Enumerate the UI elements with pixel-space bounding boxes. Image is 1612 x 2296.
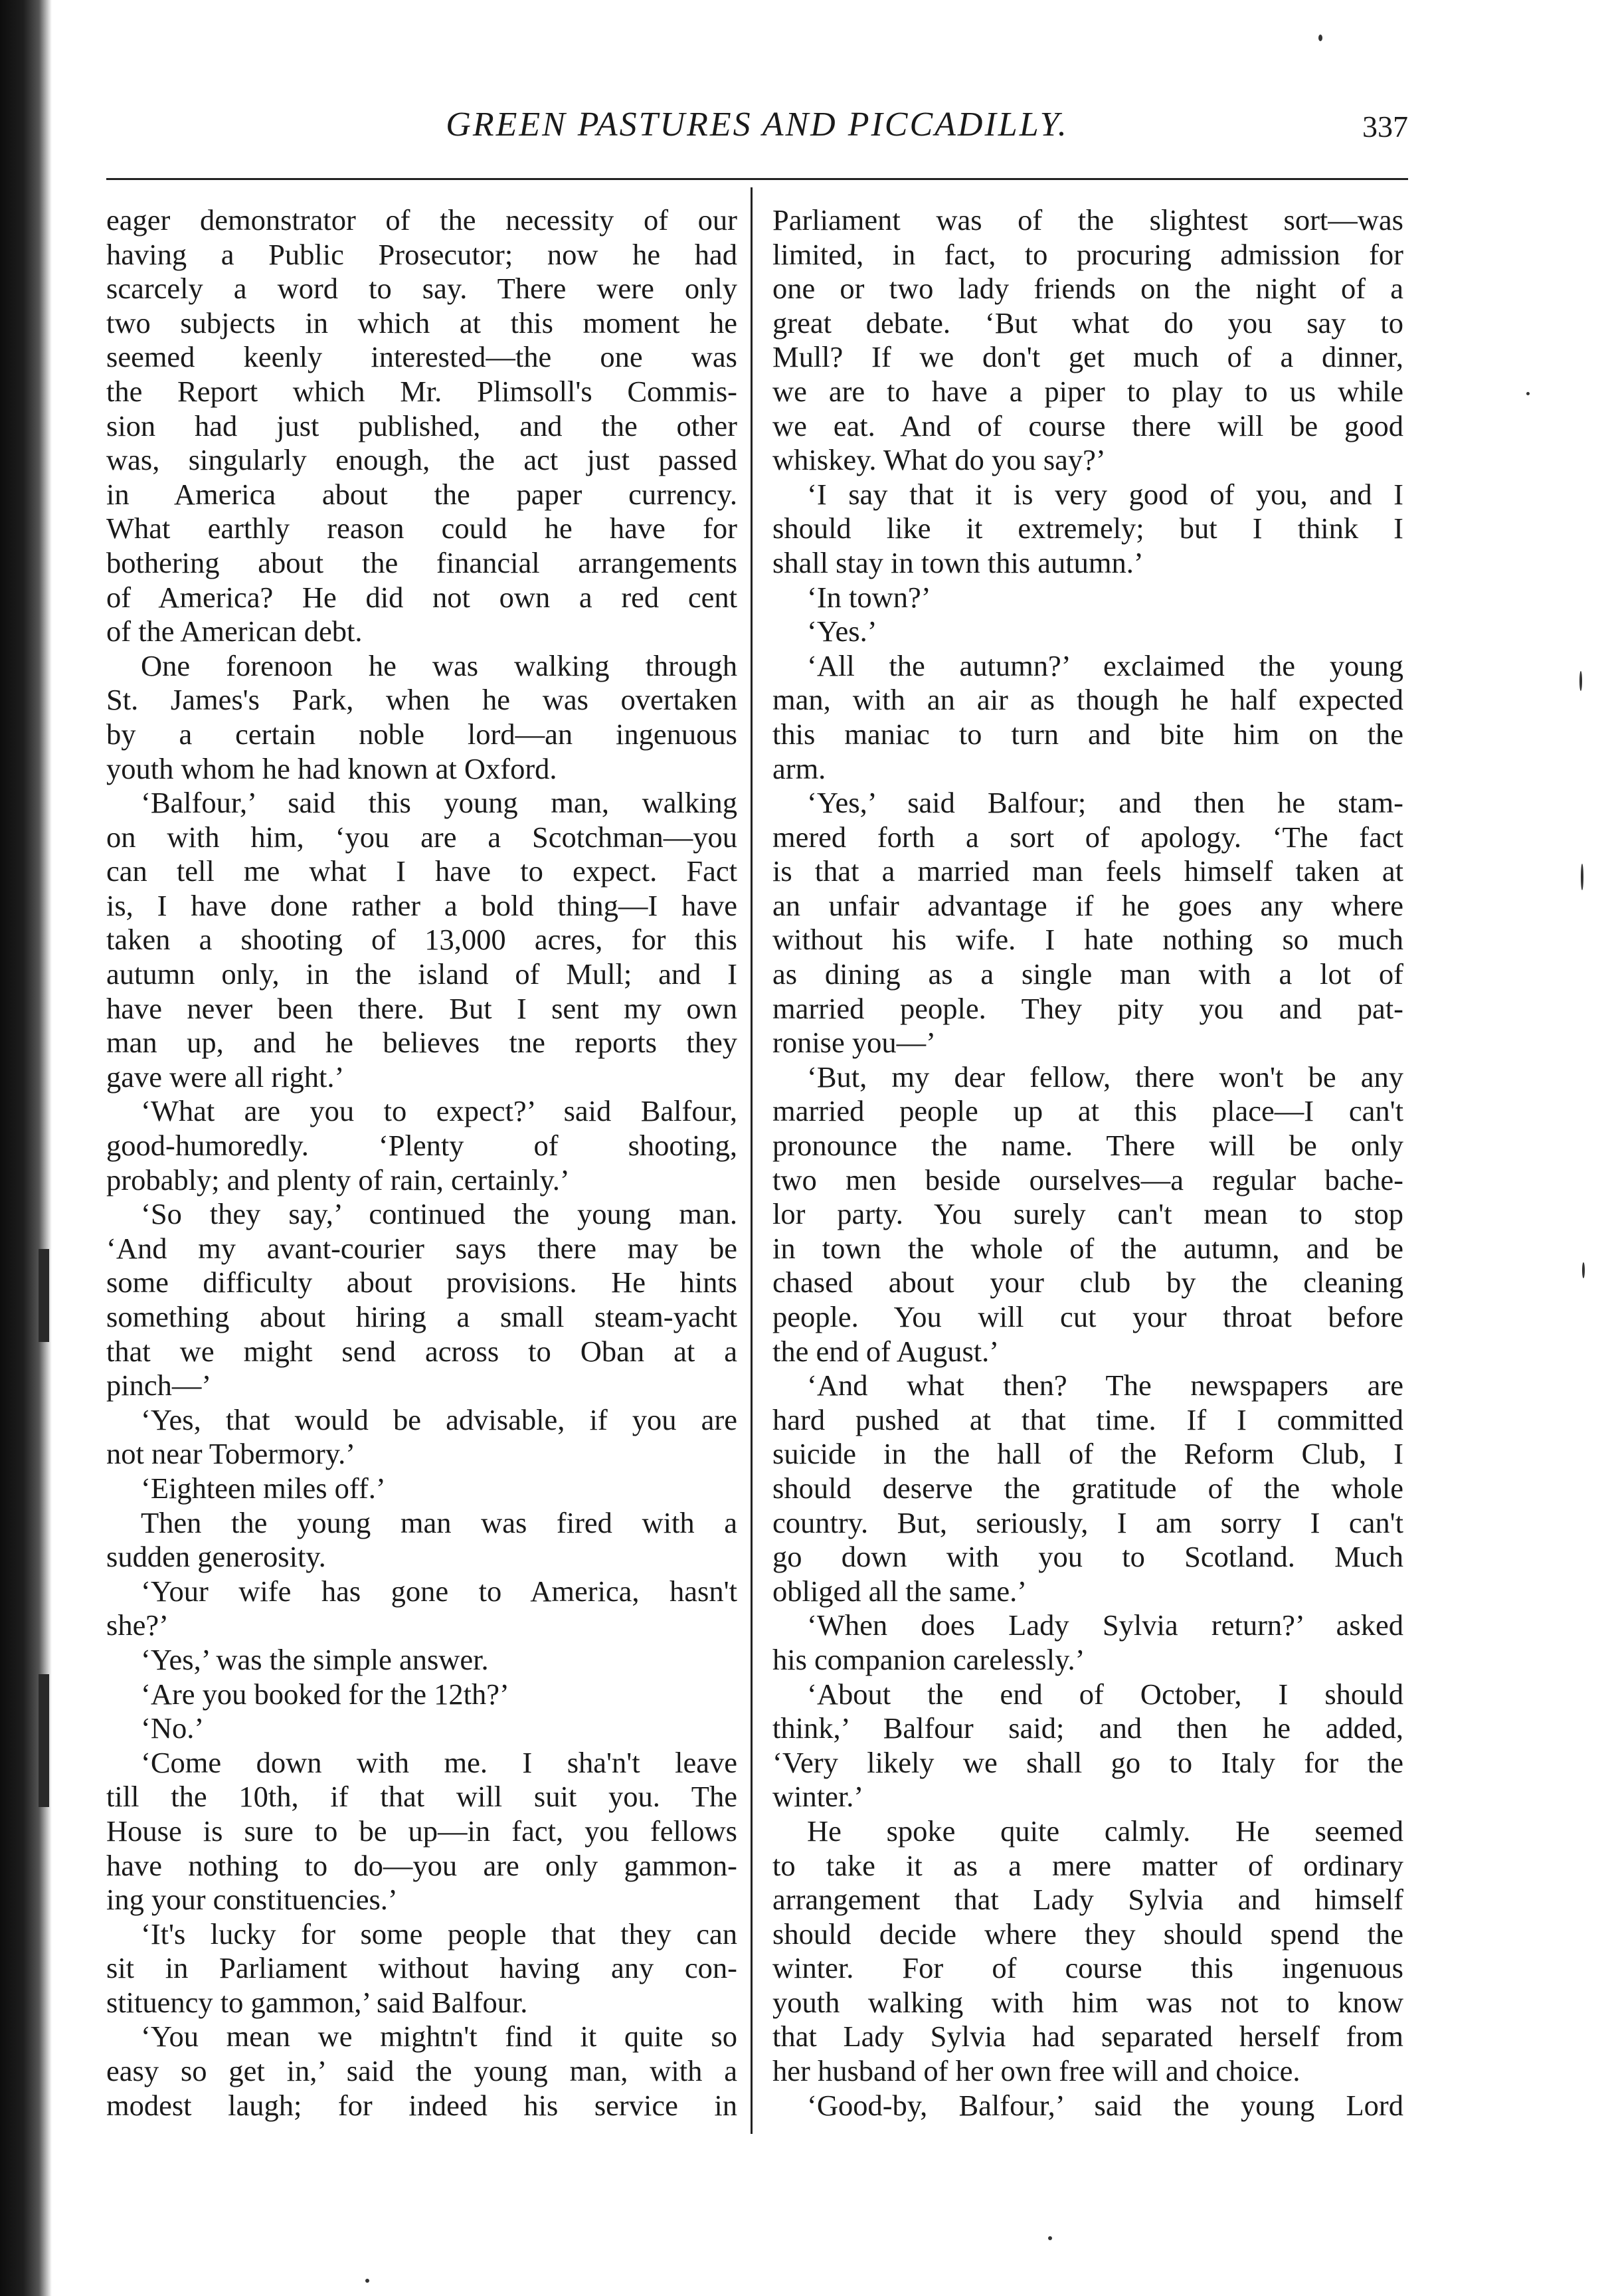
text-line: man up, and he believes tne reports they [106,1026,737,1060]
left-column [106,203,737,2123]
text-line: go down with you to Scotland. Much [772,1540,1403,1574]
text-line: ‘So they say,’ continued the young man. [141,1197,737,1231]
text-line: one or two lady friends on the night of a [772,272,1403,306]
text-line: the end of August.’ [772,1334,1000,1368]
text-line: ‘No.’ [141,1711,205,1745]
text-line: ‘Good-by, Balfour,’ said the young Lord [807,2088,1403,2122]
text-line: lor party. You surely can't mean to stop [772,1197,1403,1231]
text-line: sudden generosity. [106,1540,326,1574]
text-line: to take it as a mere matter of ordinary [772,1848,1403,1882]
text-line: gave were all right.’ [106,1060,345,1094]
text-line: not near Tobermory.’ [106,1437,356,1471]
scan-speck [1581,864,1583,890]
text-line: is that a married man feels himself taken at [772,854,1403,888]
text-line: in town the whole of the autumn, and be [772,1231,1403,1265]
text-line: sit in Parliament without having any con- [106,1951,737,1985]
text-line: ‘Yes.’ [807,615,877,648]
text-line: winter. For of course this ingenuous [772,1951,1403,1985]
text-line: winter.’ [772,1780,864,1814]
text-line: ‘Your wife has gone to America, hasn't [141,1574,737,1608]
text-line: was, singularly enough, the act just passed [106,443,737,477]
text-line: two men beside ourselves—a regular bache- [772,1163,1403,1196]
text-line: married people. They pity you and pat- [772,991,1403,1025]
text-line: by a certain noble lord—an ingenuous [106,717,737,751]
text-line: ‘What are you to expect?’ said Balfour, [141,1094,737,1128]
text-line: till the 10th, if that will suit you. The [106,1780,737,1814]
text-line: without his wife. I hate nothing so much [772,923,1403,957]
text-line: arrangement that Lady Sylvia and himself [772,1883,1403,1917]
text-line: can tell me what I have to expect. Fact [106,854,737,888]
text-line: ronise you—’ [772,1026,936,1060]
text-line: autumn only, in the island of Mull; and I [106,957,737,991]
text-line: should like it extremely; but I think I [772,512,1403,545]
text-line: What earthly reason could he have for [106,512,737,545]
scanned-gutter-shadow [0,0,52,2296]
text-line: she?’ [106,1608,169,1642]
text-line: bothering about the financial arrangements [106,545,737,579]
text-line: country. But, seriously, I am sorry I can't [772,1505,1403,1539]
text-line: seemed keenly interested—the one was [106,340,737,374]
text-line: having a Public Prosecutor; now he had [106,237,737,271]
text-line: ing your constituencies.’ [106,1883,398,1917]
text-line: whiskey. What do you say?’ [772,443,1106,477]
scan-speck [365,2279,369,2283]
text-line: we are to have a piper to play to us while [772,374,1403,408]
text-line: two subjects in which at this moment he [106,306,737,339]
text-line: easy so get in,’ said the young man, with a [106,2054,737,2088]
text-line: great debate. ‘But what do you say to [772,306,1403,339]
text-line: ‘But, my dear fellow, there won't be any [807,1060,1403,1094]
text-line: Parliament was of the slightest sort—was [772,203,1403,237]
text-line: ‘In town?’ [807,580,931,614]
text-line: ‘Yes,’ said Balfour; and then he stam- [807,786,1403,820]
text-line: should decide where they should spend the [772,1917,1403,1951]
text-line: is, I have done rather a bold thing—I have [106,888,737,922]
running-title: GREEN PASTURES AND PICCADILLY. [446,106,1069,144]
text-line: eager demonstrator of the necessity of our [106,203,737,237]
text-line: ‘You mean we mightn't find it quite so [141,2020,737,2054]
text-line: ‘Come down with me. I sha'n't leave [141,1745,737,1779]
scan-streak [39,1249,49,1342]
text-line: ‘Very likely we shall go to Italy for the [772,1745,1403,1779]
text-line: of the American debt. [106,615,363,648]
text-line: ‘It's lucky for some people that they can [141,1917,737,1951]
text-line: in America about the paper currency. [106,477,737,511]
text-line: ‘I say that it is very good of you, and I [807,477,1403,511]
text-line: He spoke quite calmly. He seemed [807,1814,1403,1848]
scan-speck [1318,35,1322,41]
text-line: St. James's Park, when he was overtaken [106,683,737,717]
text-line: stituency to gammon,’ said Balfour. [106,1985,528,2019]
scan-speck [1526,392,1530,395]
text-line: should deserve the gratitude of the whole [772,1471,1403,1505]
text-line: youth whom he had known at Oxford. [106,751,557,785]
text-line: hard pushed at that time. If I committed [772,1402,1403,1436]
text-line: obliged all the same.’ [772,1574,1028,1608]
text-line: ‘When does Lady Sylvia return?’ asked [807,1608,1403,1642]
text-line: that Lady Sylvia had separated herself from [772,2020,1403,2054]
text-line: man, with an air as though he half expected [772,683,1403,717]
text-line: limited, in fact, to procuring admission for [772,237,1403,271]
text-line: shall stay in town this autumn.’ [772,545,1144,579]
text-line: we eat. And of course there will be good [772,409,1403,442]
text-line: sion had just published, and the other [106,409,737,442]
text-line: people. You will cut your throat before [772,1300,1403,1333]
text-line: ‘All the autumn?’ exclaimed the young [807,648,1403,682]
scan-speck [1582,1262,1585,1278]
text-line: chased about your club by the cleaning [772,1266,1403,1299]
page-number: 337 [1362,110,1408,144]
text-line: his companion carelessly.’ [772,1642,1085,1676]
text-line: probably; and plenty of rain, certainly.’ [106,1163,570,1196]
text-line: One forenoon he was walking through [141,648,737,682]
text-line: ‘Balfour,’ said this young man, walking [141,786,737,820]
text-line: think,’ Balfour said; and then he added, [772,1711,1403,1745]
text-line: an unfair advantage if he goes any where [772,888,1403,922]
text-line: of America? He did not own a red cent [106,580,737,614]
text-line: pinch—’ [106,1369,212,1402]
text-line: ‘Are you booked for the 12th?’ [141,1677,509,1711]
text-line: on with him, ‘you are a Scotchman—you [106,820,737,854]
text-line: ‘Eighteen miles off.’ [141,1471,386,1505]
text-line: ‘And what then? The newspapers are [807,1369,1403,1402]
text-line: good-humoredly. ‘Plenty of shooting, [106,1129,737,1163]
text-line: House is sure to be up—in fact, you fellows [106,1814,737,1848]
text-line: have nothing to do—you are only gammon- [106,1848,737,1882]
text-line: ‘And my avant-courier says there may be [106,1231,737,1265]
page-header [106,100,1408,159]
text-line: youth walking with him was not to know [772,1985,1403,2019]
text-line: Then the young man was fired with a [141,1505,737,1539]
text-line: modest laugh; for indeed his service in [106,2088,737,2122]
text-line: ‘Yes,’ was the simple answer. [141,1642,489,1676]
text-line: suicide in the hall of the Reform Club, I [772,1437,1403,1471]
text-line: taken a shooting of 13,000 acres, for this [106,923,737,957]
text-line: ‘Yes, that would be advisable, if you are [141,1402,737,1436]
right-column [772,203,1403,2123]
text-line: pronounce the name. There will be only [772,1129,1403,1163]
text-line: have never been there. But I sent my own [106,991,737,1025]
text-line: scarcely a word to say. There were only [106,272,737,306]
text-line: some difficulty about provisions. He hints [106,1266,737,1299]
text-line: Mull? If we don't get much of a dinner, [772,340,1403,374]
text-line: the Report which Mr. Plimsoll's Commis- [106,374,737,408]
text-line: ‘About the end of October, I should [807,1677,1403,1711]
text-line: arm. [772,751,826,785]
scan-speck [1579,671,1582,691]
scan-speck [1048,2236,1052,2240]
text-line: something about hiring a small steam-yacht [106,1300,737,1333]
column-divider [751,187,753,2134]
text-line: that we might send across to Oban at a [106,1334,737,1368]
header-rule [106,178,1408,180]
text-line: as dining as a single man with a lot of [772,957,1403,991]
text-line: mered forth a sort of apology. ‘The fact [772,820,1403,854]
text-line: married people up at this place—I can't [772,1094,1403,1128]
scan-streak [39,1674,49,1807]
text-line: this maniac to turn and bite him on the [772,717,1403,751]
text-line: her husband of her own free will and choice. [772,2054,1300,2088]
